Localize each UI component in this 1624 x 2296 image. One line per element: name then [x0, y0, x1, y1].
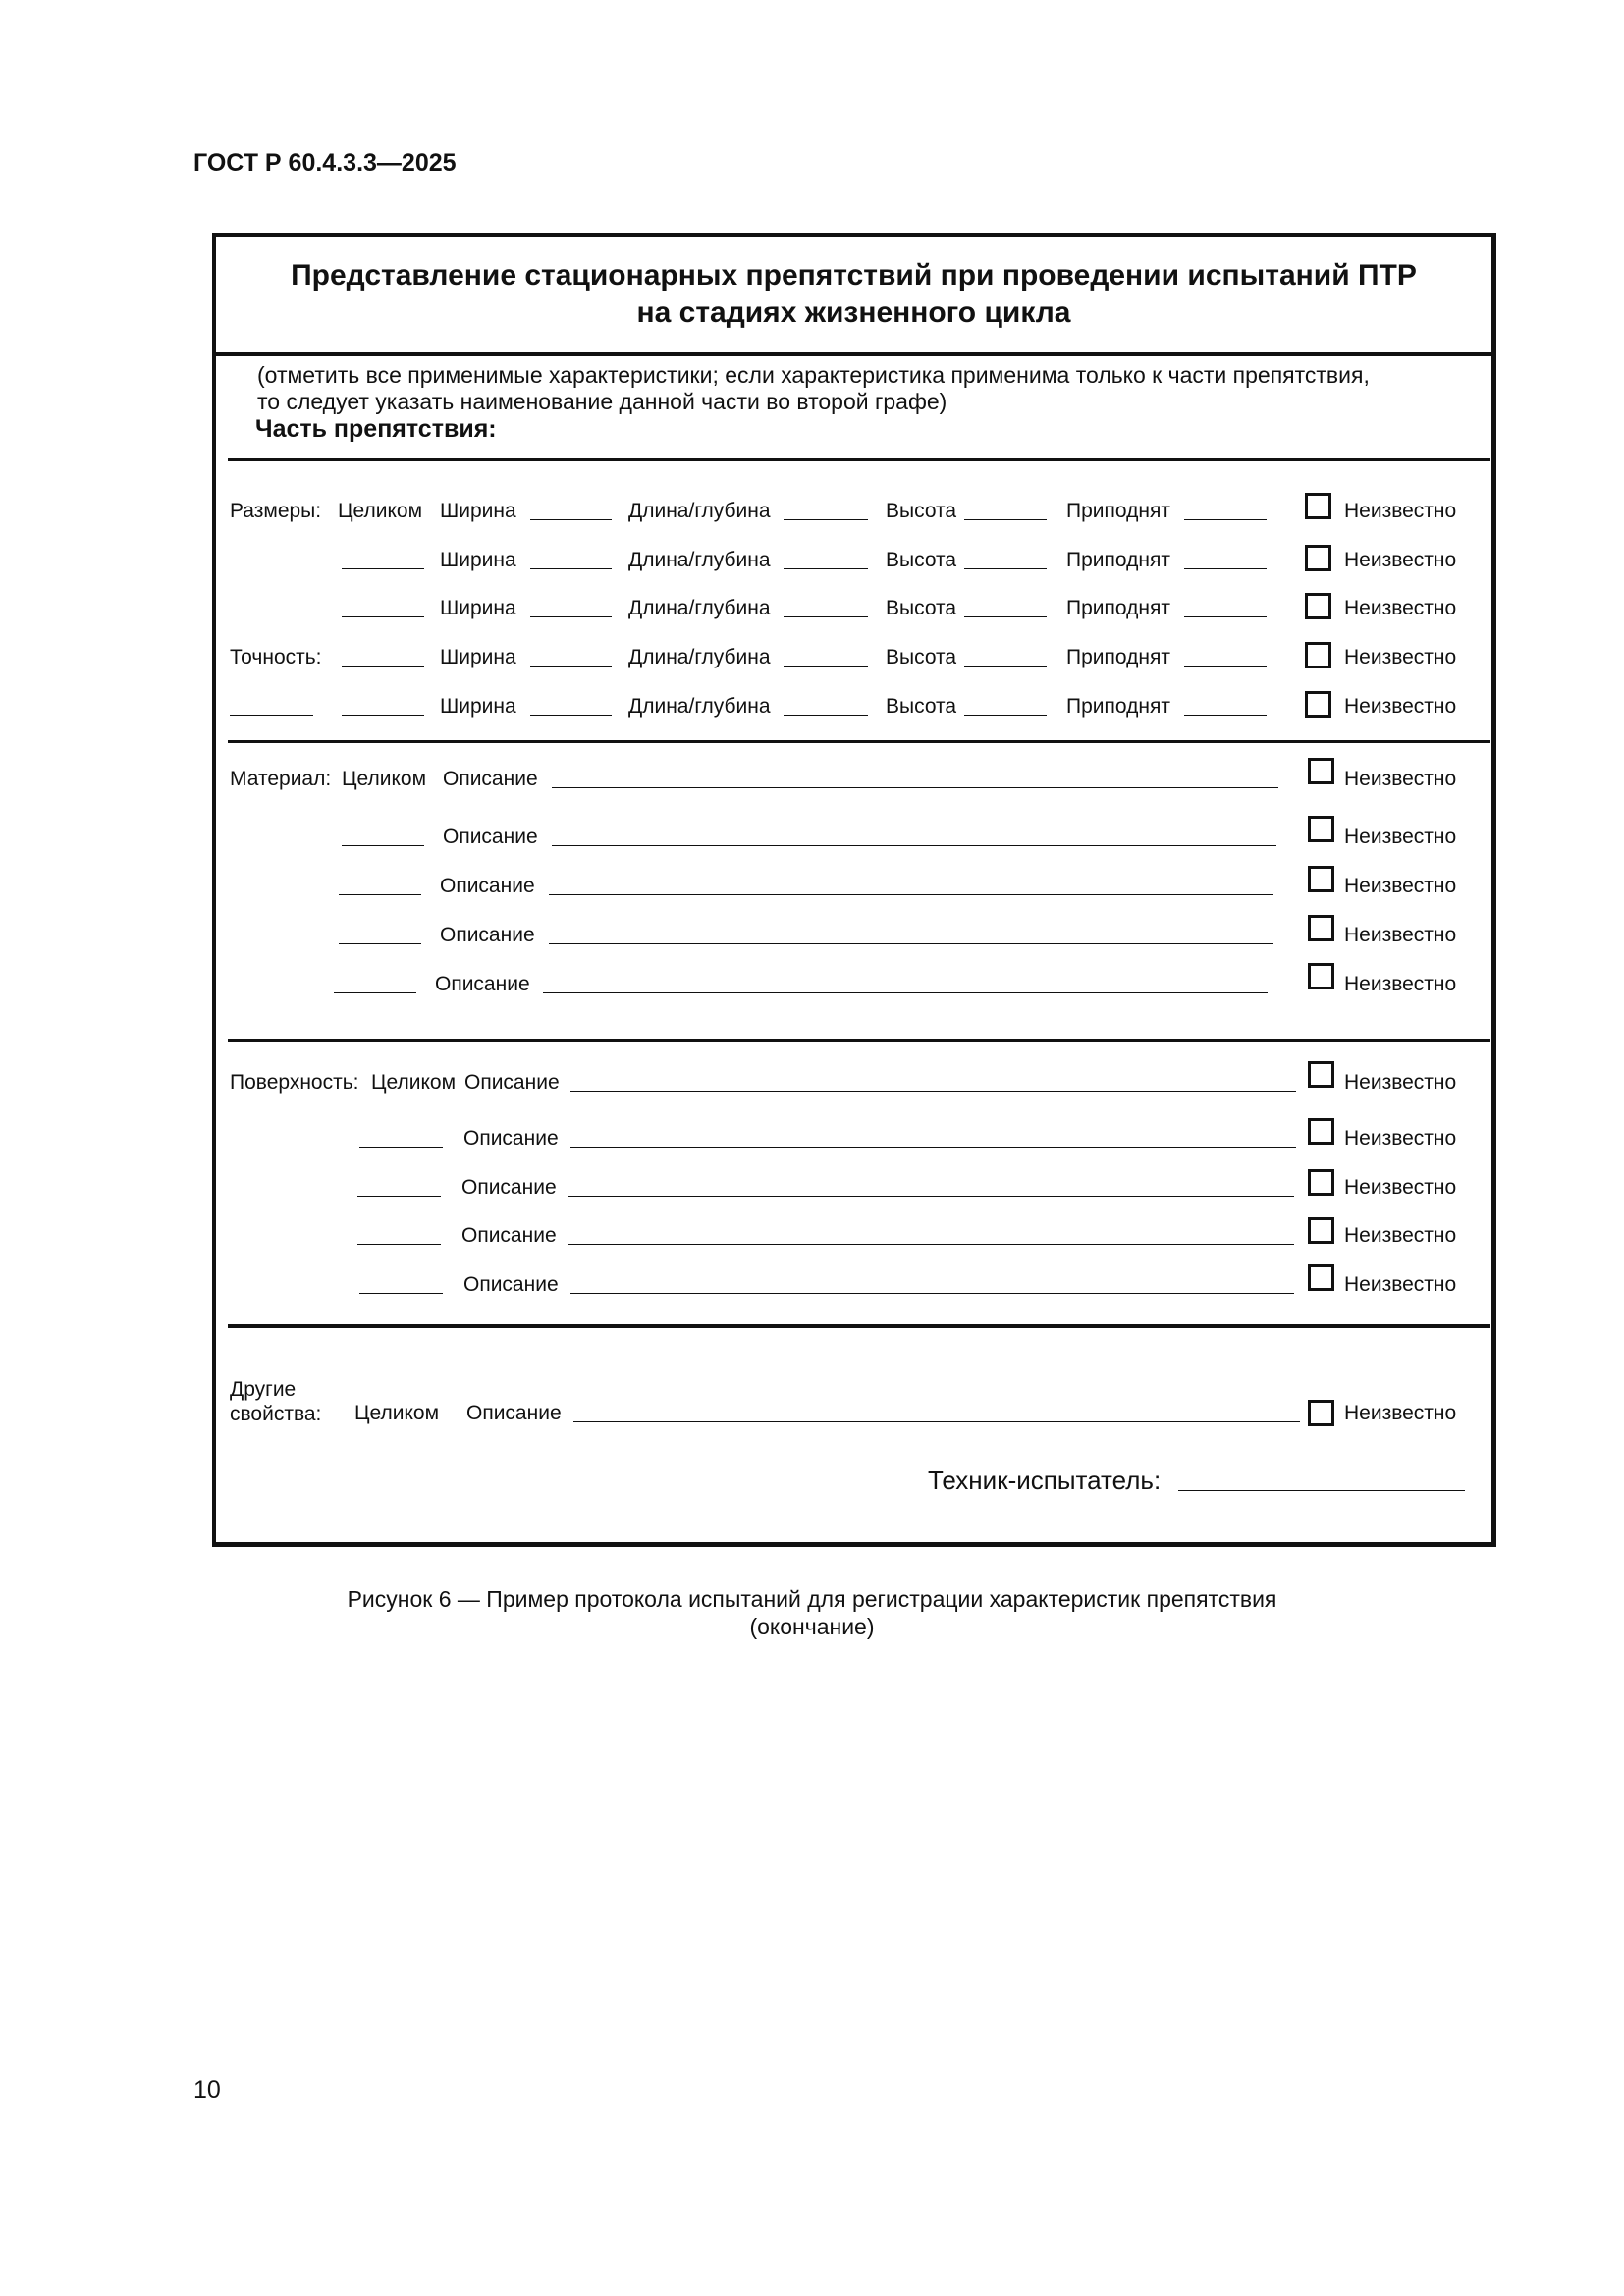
raised-field[interactable] [1184, 616, 1267, 617]
form-title [216, 237, 1491, 356]
whole-label: Целиком [338, 500, 423, 522]
unknown-checkbox[interactable] [1308, 915, 1334, 941]
accuracy-label: Точность: [230, 646, 322, 668]
other-label-line-2: свойства: [230, 1403, 322, 1425]
description-field[interactable] [552, 787, 1278, 788]
height-field[interactable] [964, 666, 1047, 667]
description-label: Описание [435, 973, 530, 995]
height-label: Высота [886, 500, 957, 522]
description-field[interactable] [570, 1091, 1296, 1092]
divider [228, 1039, 1490, 1042]
instruction-line-1: (отметить все применимые характеристики; если характеристика применима только к части препятствия, [257, 362, 1370, 388]
unknown-checkbox[interactable] [1308, 1061, 1334, 1088]
unknown-label: Неизвестно [1344, 826, 1457, 848]
surface-row-4 [216, 1224, 1491, 1263]
obstacle-part-label: Часть препятствия: [255, 415, 497, 443]
width-label: Ширина [440, 500, 516, 522]
unknown-checkbox[interactable] [1308, 1118, 1334, 1145]
form-title-line-1: Представление стационарных препятствий при проведении испытаний ПТР [291, 259, 1417, 292]
unknown-label: Неизвестно [1344, 1071, 1457, 1094]
part-name-field[interactable] [359, 1147, 443, 1148]
document-code: ГОСТ Р 60.4.3.3—2025 [193, 149, 457, 177]
material-row-3 [216, 875, 1491, 914]
form-title-line-2: на стадиях жизненного цикла [636, 296, 1071, 329]
unknown-label: Неизвестно [1344, 597, 1457, 619]
description-label: Описание [443, 826, 538, 848]
unknown-checkbox[interactable] [1305, 593, 1331, 619]
description-field[interactable] [573, 1421, 1300, 1422]
unknown-label: Неизвестно [1344, 875, 1457, 897]
description-label: Описание [440, 924, 535, 946]
length-depth-field[interactable] [784, 616, 868, 617]
description-label: Описание [461, 1176, 557, 1199]
part-name-field[interactable] [359, 1293, 443, 1294]
description-label: Описание [443, 768, 538, 790]
unknown-label: Неизвестно [1344, 549, 1457, 571]
height-label: Высота [886, 646, 957, 668]
description-label: Описание [466, 1402, 562, 1424]
part-name-field[interactable] [357, 1196, 441, 1197]
part-name-field[interactable] [357, 1244, 441, 1245]
part-name-field[interactable] [334, 992, 416, 993]
unknown-label: Неизвестно [1344, 695, 1457, 718]
whole-label: Целиком [342, 768, 427, 790]
width-label: Ширина [440, 646, 516, 668]
description-label: Описание [463, 1127, 559, 1149]
material-row-1 [216, 768, 1491, 807]
raised-field[interactable] [1184, 519, 1267, 520]
width-field[interactable] [530, 616, 612, 617]
part-name-field[interactable] [339, 943, 421, 944]
description-field[interactable] [570, 1293, 1294, 1294]
raised-label: Приподнят [1066, 597, 1170, 619]
width-field[interactable] [530, 666, 612, 667]
height-label: Высота [886, 597, 957, 619]
figure-caption [0, 1585, 1624, 1640]
length-depth-label: Длина/глубина [628, 549, 771, 571]
sizes-label: Размеры: [230, 500, 322, 522]
technician-signature-field[interactable] [1178, 1490, 1465, 1491]
height-field[interactable] [964, 568, 1047, 569]
unknown-label: Неизвестно [1344, 500, 1457, 522]
unknown-label: Неизвестно [1344, 1273, 1457, 1296]
accuracy-row-2 [216, 695, 1491, 734]
unknown-label: Неизвестно [1344, 768, 1457, 790]
unknown-label: Неизвестно [1344, 1127, 1457, 1149]
unknown-checkbox[interactable] [1305, 642, 1331, 668]
surface-row-5 [216, 1273, 1491, 1312]
unknown-checkbox[interactable] [1308, 866, 1334, 892]
width-field[interactable] [530, 568, 612, 569]
raised-label: Приподнят [1066, 549, 1170, 571]
unknown-label: Неизвестно [1344, 973, 1457, 995]
description-field[interactable] [570, 1147, 1296, 1148]
unknown-checkbox[interactable] [1308, 1169, 1334, 1196]
raised-label: Приподнят [1066, 646, 1170, 668]
height-label: Высота [886, 695, 957, 718]
raised-label: Приподнят [1066, 695, 1170, 718]
height-field[interactable] [964, 519, 1047, 520]
unknown-checkbox[interactable] [1305, 691, 1331, 718]
divider [228, 1324, 1490, 1328]
length-depth-label: Длина/глубина [628, 500, 771, 522]
other-label-line-1: Другие [230, 1378, 297, 1401]
form-instruction [257, 362, 1370, 415]
surface-row-2 [216, 1127, 1491, 1166]
unknown-checkbox[interactable] [1308, 963, 1334, 989]
raised-field[interactable] [1184, 666, 1267, 667]
page-number: 10 [193, 2076, 221, 2104]
length-depth-field[interactable] [784, 568, 868, 569]
caption-line-2: (окончание) [749, 1614, 875, 1639]
unknown-checkbox[interactable] [1308, 758, 1334, 784]
sizes-row-1 [216, 500, 1491, 539]
divider [228, 458, 1490, 461]
unknown-checkbox[interactable] [1308, 1400, 1334, 1426]
unknown-checkbox[interactable] [1308, 1217, 1334, 1244]
part-name-field[interactable] [339, 894, 421, 895]
width-label: Ширина [440, 597, 516, 619]
material-label: Материал: [230, 768, 332, 790]
description-label: Описание [463, 1273, 559, 1296]
description-label: Описание [464, 1071, 560, 1094]
length-depth-field[interactable] [784, 519, 868, 520]
description-field[interactable] [543, 992, 1268, 993]
unknown-label: Неизвестно [1344, 1224, 1457, 1247]
whole-label: Целиком [371, 1071, 457, 1094]
unknown-checkbox[interactable] [1305, 493, 1331, 519]
unknown-label: Неизвестно [1344, 1176, 1457, 1199]
sizes-row-2 [216, 549, 1491, 588]
part-name-field[interactable] [342, 568, 424, 569]
unknown-checkbox[interactable] [1308, 816, 1334, 842]
description-field[interactable] [568, 1244, 1294, 1245]
material-row-2 [216, 826, 1491, 865]
obstacle-protocol-form [212, 233, 1496, 1547]
technician-signature-label: Техник-испытатель: [928, 1466, 1162, 1495]
unknown-checkbox[interactable] [1308, 1264, 1334, 1291]
raised-label: Приподнят [1066, 500, 1170, 522]
description-label: Описание [461, 1224, 557, 1247]
width-label: Ширина [440, 695, 516, 718]
whole-label: Целиком [354, 1402, 440, 1424]
divider [228, 740, 1490, 743]
accuracy-field[interactable] [230, 715, 313, 716]
width-field[interactable] [530, 715, 612, 716]
other-properties-row [216, 1402, 1491, 1441]
height-field[interactable] [964, 616, 1047, 617]
raised-field[interactable] [1184, 568, 1267, 569]
length-depth-label: Длина/глубина [628, 646, 771, 668]
material-row-5 [216, 973, 1491, 1012]
part-name-field[interactable] [342, 616, 424, 617]
height-label: Высота [886, 549, 957, 571]
surface-row-1 [216, 1071, 1491, 1110]
description-field[interactable] [552, 845, 1276, 846]
caption-line-1: Рисунок 6 — Пример протокола испытаний для регистрации характеристик препятствия [347, 1586, 1277, 1612]
instruction-line-2: то следует указать наименование данной части во второй графе) [257, 389, 947, 414]
accuracy-row [216, 646, 1491, 685]
length-depth-field[interactable] [784, 666, 868, 667]
width-field[interactable] [530, 519, 612, 520]
surface-row-3 [216, 1176, 1491, 1215]
part-name-field[interactable] [342, 715, 424, 716]
raised-field[interactable] [1184, 715, 1267, 716]
sizes-row-3 [216, 597, 1491, 636]
unknown-label: Неизвестно [1344, 1402, 1457, 1424]
width-label: Ширина [440, 549, 516, 571]
part-name-field[interactable] [342, 666, 424, 667]
part-name-field[interactable] [342, 845, 424, 846]
description-field[interactable] [568, 1196, 1294, 1197]
description-field[interactable] [549, 894, 1273, 895]
unknown-label: Неизвестно [1344, 646, 1457, 668]
length-depth-label: Длина/глубина [628, 597, 771, 619]
unknown-checkbox[interactable] [1305, 545, 1331, 571]
material-row-4 [216, 924, 1491, 963]
description-field[interactable] [549, 943, 1273, 944]
length-depth-label: Длина/глубина [628, 695, 771, 718]
surface-label: Поверхность: [230, 1071, 359, 1094]
height-field[interactable] [964, 715, 1047, 716]
unknown-label: Неизвестно [1344, 924, 1457, 946]
length-depth-field[interactable] [784, 715, 868, 716]
description-label: Описание [440, 875, 535, 897]
